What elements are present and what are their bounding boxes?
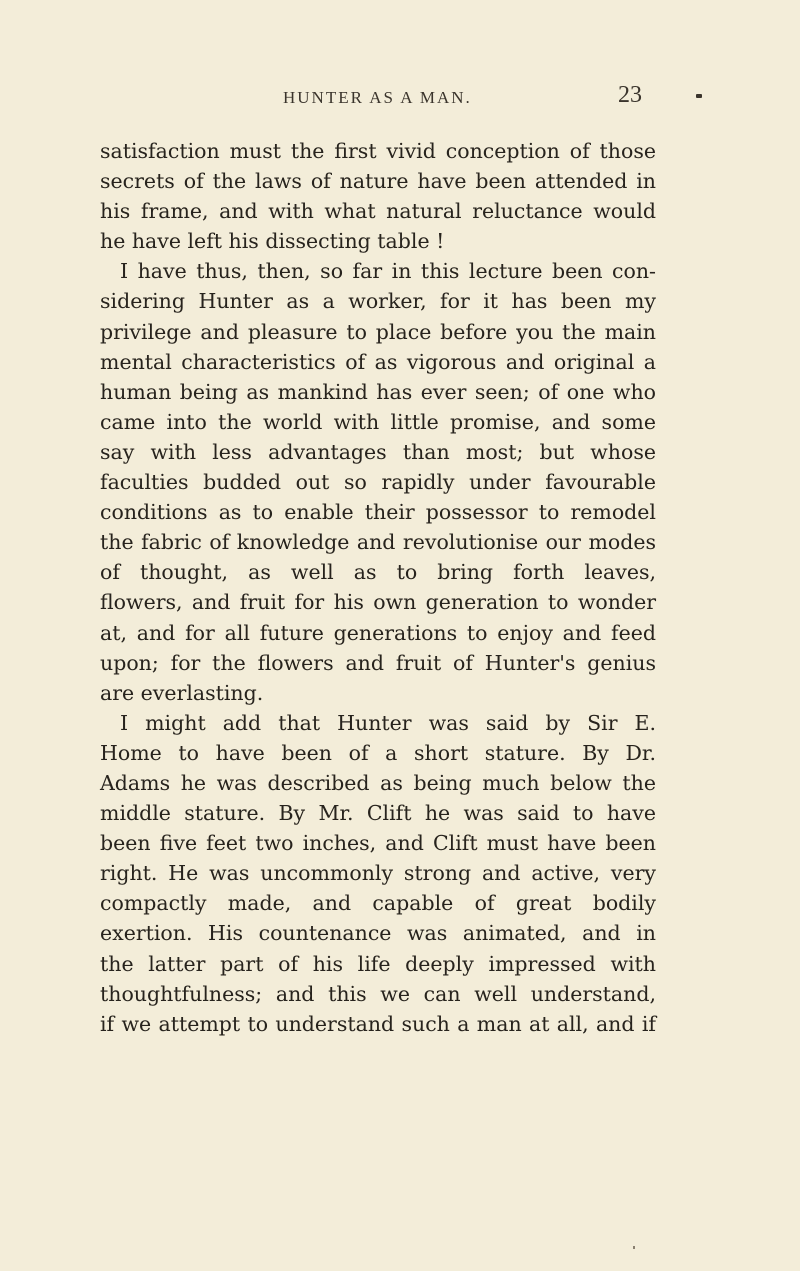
text-line: his frame, and with what natural reluctance would [100,199,656,224]
text-line: are everlasting. [100,680,264,705]
text-line: Adams he was described as being much below the [100,770,656,795]
text-line: at, and for all future generations to enjoy and feed [100,620,656,645]
margin-mark [696,94,702,98]
text-line: right. He was uncommonly strong and active, very [100,861,656,886]
text-line: I have thus, then, so far in this lecture been con- [120,259,656,284]
text-line: compactly made, and capable of great bodily [100,891,656,916]
text-line: sidering Hunter as a worker, for it has been my [100,289,656,314]
text-line: of thought, as well as to bring forth leaves, [100,560,656,585]
text-line: satisfaction must the first vivid conception of those [100,139,656,163]
text-line: mental characteristics of as vigorous and original a [100,349,656,374]
text-line: upon; for the flowers and fruit of Hunter's genius [100,650,656,675]
running-head: HUNTER AS A MAN. [283,88,472,107]
page-number: 23 [618,82,642,108]
text-line: human being as mankind has ever seen; of one who [100,379,656,404]
text-line: the fabric of knowledge and revolutionise our modes [100,530,656,555]
body-text [100,136,656,1039]
text-line: the latter part of his life deeply impressed with [100,951,656,976]
page-header [0,80,800,110]
text-line: conditions as to enable their possessor to remodel [100,500,656,525]
text-line: he have left his dissecting table ! [100,229,445,254]
text-line: faculties budded out so rapidly under favourable [100,470,656,495]
text-line: exertion. His countenance was animated, and in [100,921,656,946]
text-line: came into the world with little promise, and some [100,409,656,434]
text-line: Home to have been of a short stature. By Dr. [100,740,656,765]
text-line: I might add that Hunter was said by Sir E. [120,710,656,735]
paper-speck [633,1246,635,1249]
text-line: if we attempt to understand such a man at all, and if [100,1011,656,1036]
text-line: privilege and pleasure to place before you the main [100,319,656,344]
text-line: flowers, and fruit for his own generation to wonder [100,590,656,615]
text-line: middle stature. By Mr. Clift he was said to have [100,801,656,826]
text-line: thoughtfulness; and this we can well understand, [100,981,656,1006]
text-line: secrets of the laws of nature have been attended in [100,169,656,194]
text-line: say with less advantages than most; but whose [100,439,656,464]
text-line: been five feet two inches, and Clift must have been [100,831,656,856]
